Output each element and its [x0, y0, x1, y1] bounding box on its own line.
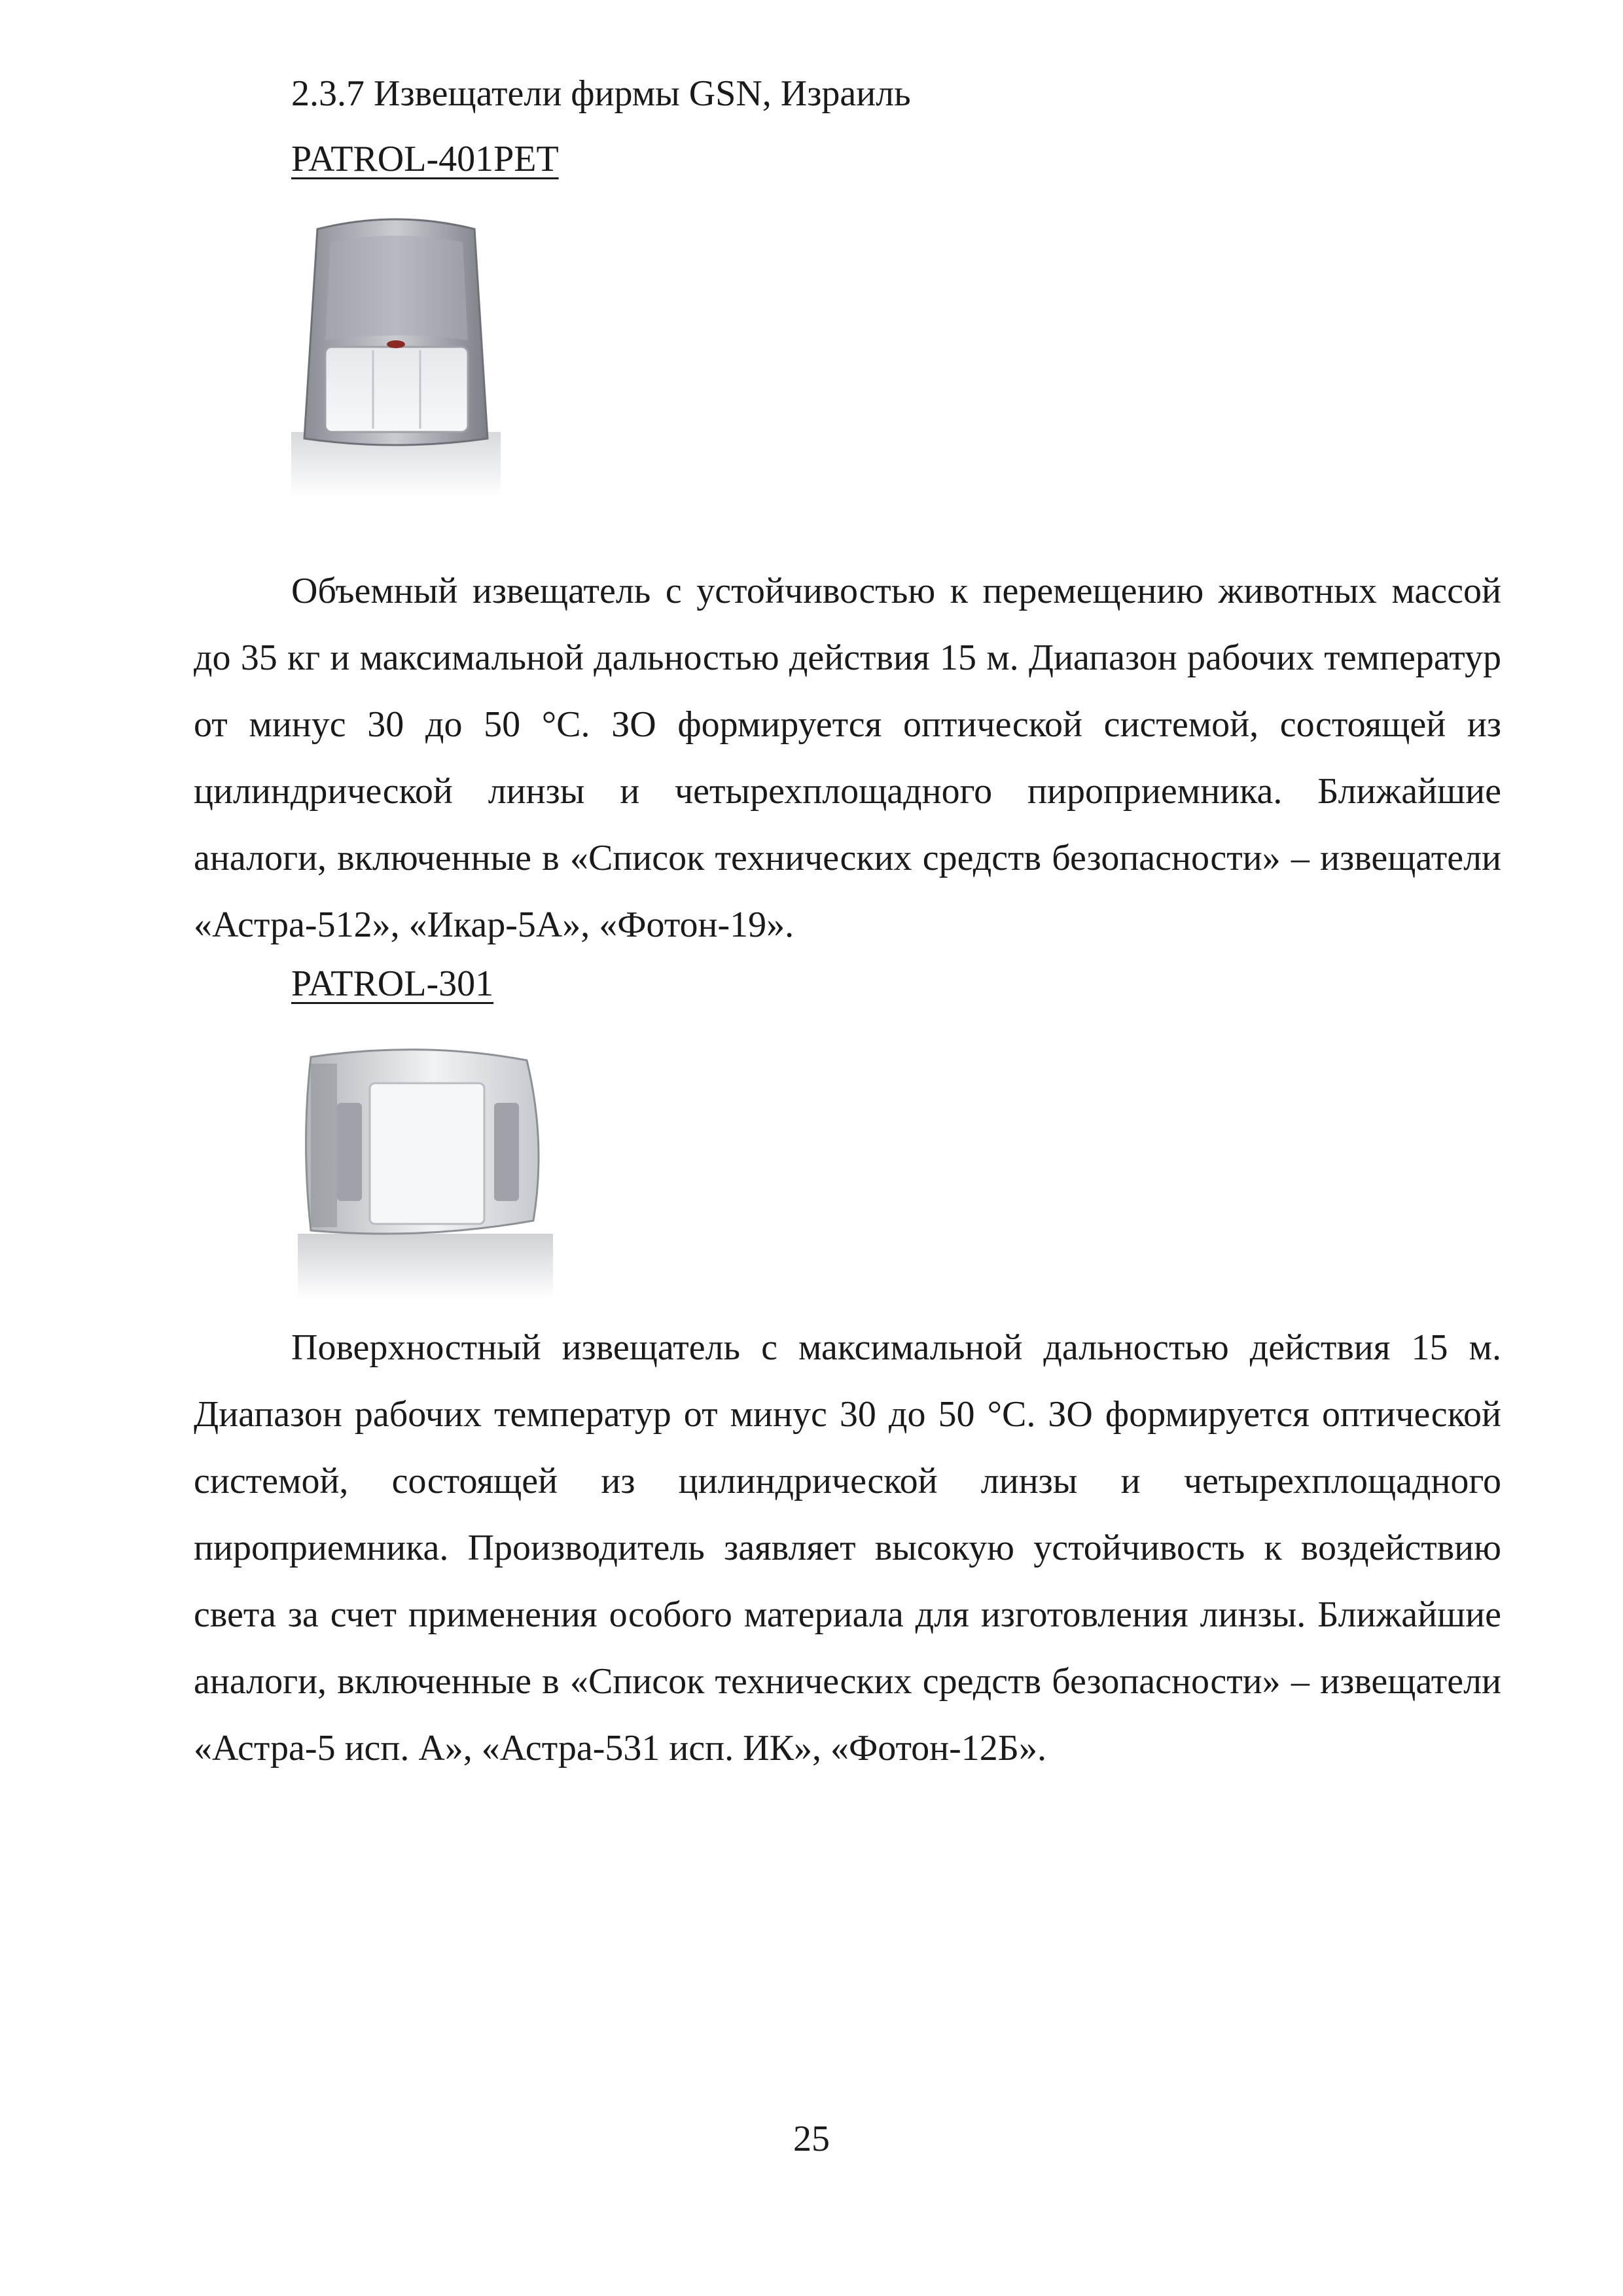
page-number: 25 — [793, 2119, 830, 2159]
product-description — [194, 1314, 1501, 1782]
product-description-text: Объемный извещатель с устойчивостью к перемещению животных массой до 35 кг и максимальной дальностью действия 15 м. Диапазон рабочих температур от минус 30 до 50 °С. ЗО формируется оптической системой, состоящей из цилиндрической линзы и четырехплощадного пироприемника. Ближайшие аналоги, включенные в «Список технических средств безопасности» – извещатели «Астра-512», «Икар-5А», «Фотон-19». — [194, 571, 1501, 945]
product-model-title: PATROL-401PET — [291, 139, 559, 179]
product-description — [194, 558, 1501, 958]
product-description-text: Поверхностный извещатель с максимальной дальностью действия 15 м. Диапазон рабочих температур от минус 30 до 50 °С. ЗО формируется оптической системой, состоящей из цилиндрической линзы и четырехплощадного пироприемника. Производитель заявляет высокую устойчивость к воздействию света за счет применения особого материала для изготовления линзы. Ближайшие аналоги, включенные в «Список технических средств безопасности» – извещатели «Астра-5 исп. А», «Астра-531 исп. ИК», «Фотон-12Б». — [194, 1327, 1501, 1768]
product-model-title: PATROL-301 — [291, 963, 494, 1004]
volumetric-pir-detector-icon — [291, 216, 501, 497]
section-heading: 2.3.7 Извещатели фирмы GSN, Израиль — [291, 73, 911, 114]
surface-pir-detector-icon — [298, 1044, 553, 1299]
